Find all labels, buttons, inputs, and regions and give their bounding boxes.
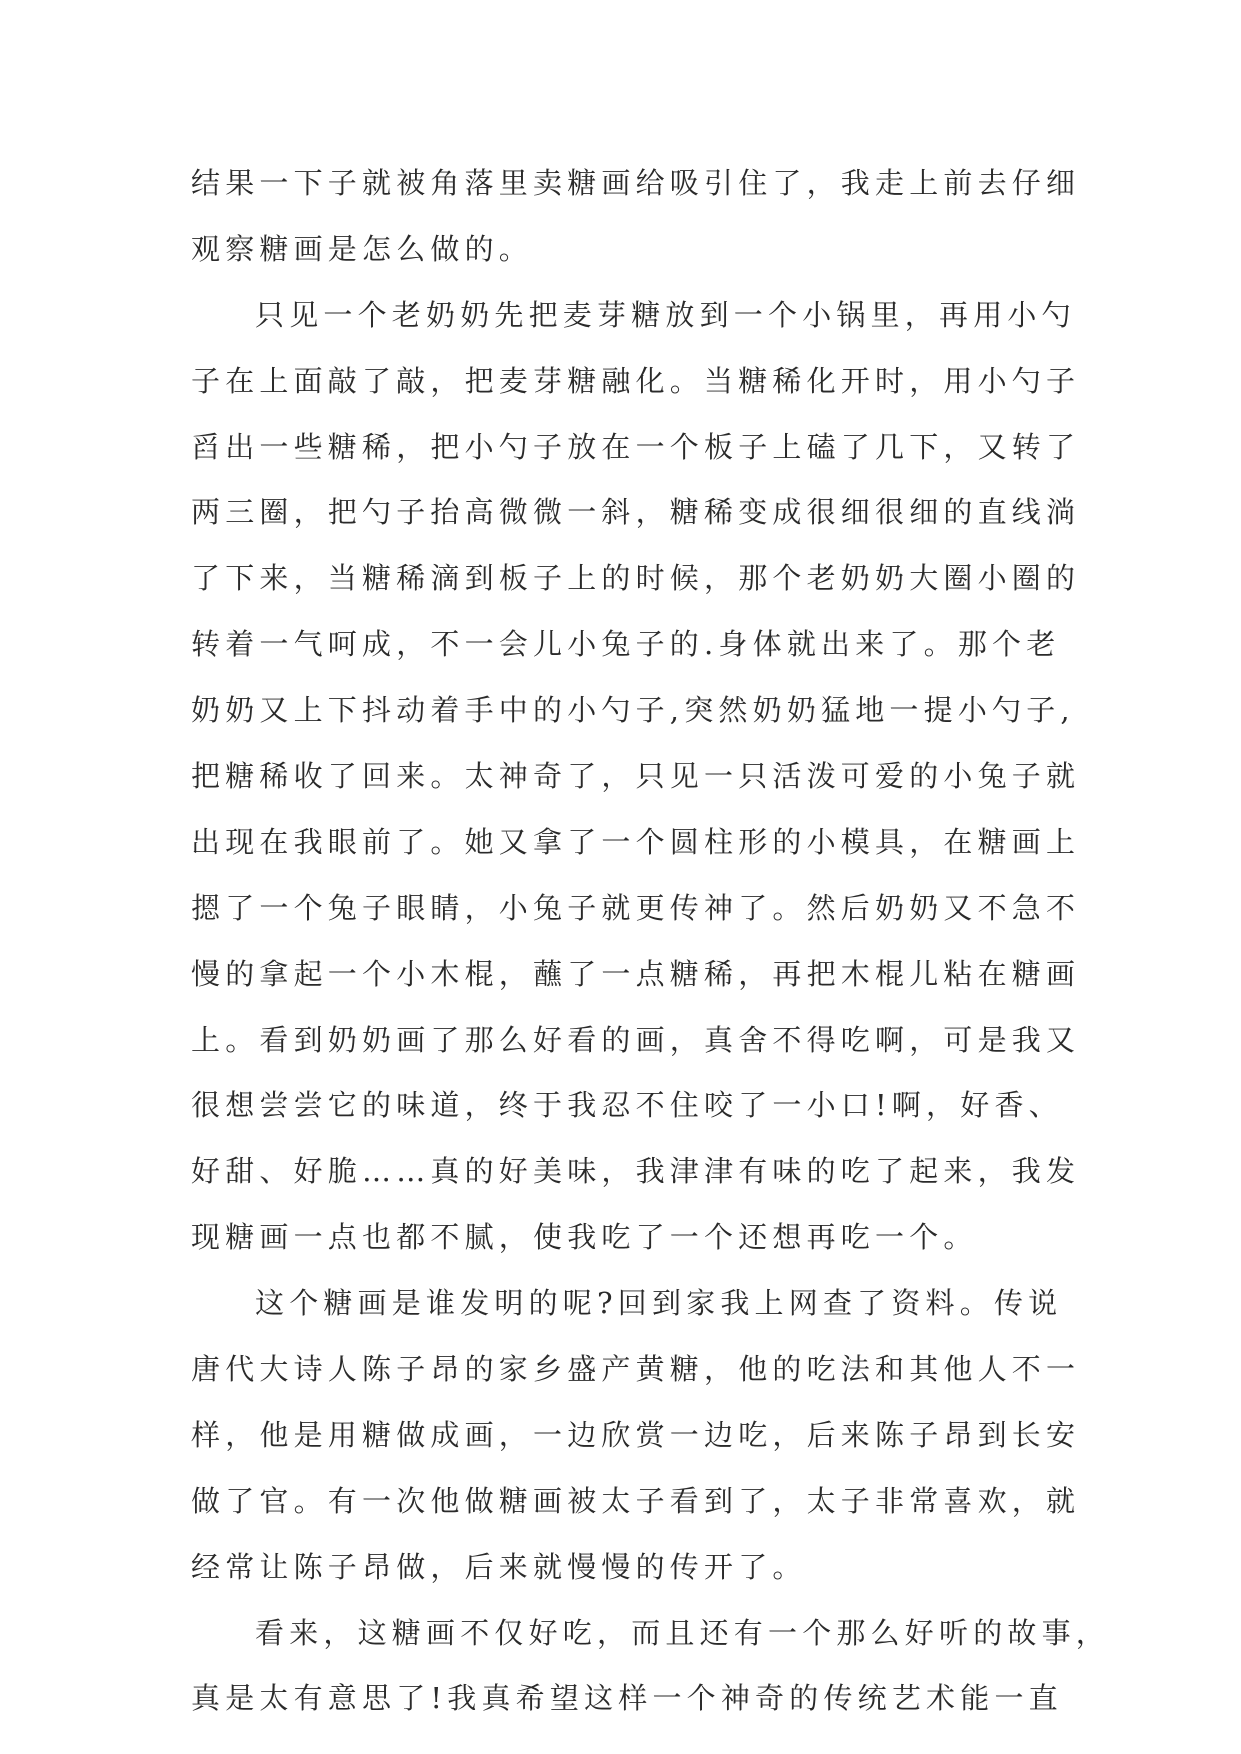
text-line: 摁了一个兔子眼睛，小兔子就更传神了。然后奶奶又不急不 [191,890,1081,925]
text-line: 真是太有意思了!我真希望这样一个神奇的传统艺术能一直 [191,1681,1063,1716]
text-line: 经常让陈子昂做，后来就慢慢的传开了。 [191,1549,807,1584]
text-line: 出现在我眼前了。她又拿了一个圆柱形的小模具，在糖画上 [191,824,1081,859]
paragraph-start-line: 只见一个老奶奶先把麦芽糖放到一个小锅里，再用小勺 [255,297,1076,332]
text-line: 舀出一些糖稀，把小勺子放在一个板子上磕了几下，又转了 [191,429,1081,464]
text-line: 两三圈，把勺子抬高微微一斜，糖稀变成很细很细的直线淌 [191,495,1081,530]
text-line: 现糖画一点也都不腻，使我吃了一个还想再吃一个。 [191,1220,978,1255]
text-line: 唐代大诗人陈子昂的家乡盛产黄糖，他的吃法和其他人不一 [191,1352,1081,1387]
text-line: 子在上面敲了敲，把麦芽糖融化。当糖稀化开时，用小勺子 [191,363,1081,398]
text-line: 样，他是用糖做成画，一边欣赏一边吃，后来陈子昂到长安 [191,1417,1081,1452]
text-line: 了下来，当糖稀滴到板子上的时候，那个老奶奶大圈小圈的 [191,561,1081,596]
body-text [191,166,1111,1747]
text-line: 做了官。有一次他做糖画被太子看到了，太子非常喜欢，就 [191,1483,1081,1518]
text-line: 转着一气呵成，不一会儿小兔子的.身体就出来了。那个老 [191,627,1061,662]
text-line: 上。看到奶奶画了那么好看的画，真舍不得吃啊，可是我又 [191,1022,1081,1057]
text-line: 观察糖画是怎么做的。 [191,231,534,266]
text-line: 把糖稀收了回来。太神奇了，只见一只活泼可爱的小兔子就 [191,759,1081,794]
paragraph-start-line: 看来，这糖画不仅好吃，而且还有一个那么好听的故事， [255,1615,1111,1650]
text-line: 很想尝尝它的味道，终于我忍不住咬了一小口!啊，好香、 [191,1088,1063,1123]
text-line: 好甜、好脆……真的好美味，我津津有味的吃了起来，我发 [191,1154,1081,1189]
text-line: 结果一下子就被角落里卖糖画给吸引住了，我走上前去仔细 [191,166,1081,200]
text-line: 慢的拿起一个小木棍，蘸了一点糖稀，再把木棍儿粘在糖画 [191,956,1081,991]
text-line: 奶奶又上下抖动着手中的小勺子,突然奶奶猛地一提小勺子, [191,693,1075,728]
paragraph-start-line: 这个糖画是谁发明的呢?回到家我上网查了资料。传说 [255,1286,1063,1321]
